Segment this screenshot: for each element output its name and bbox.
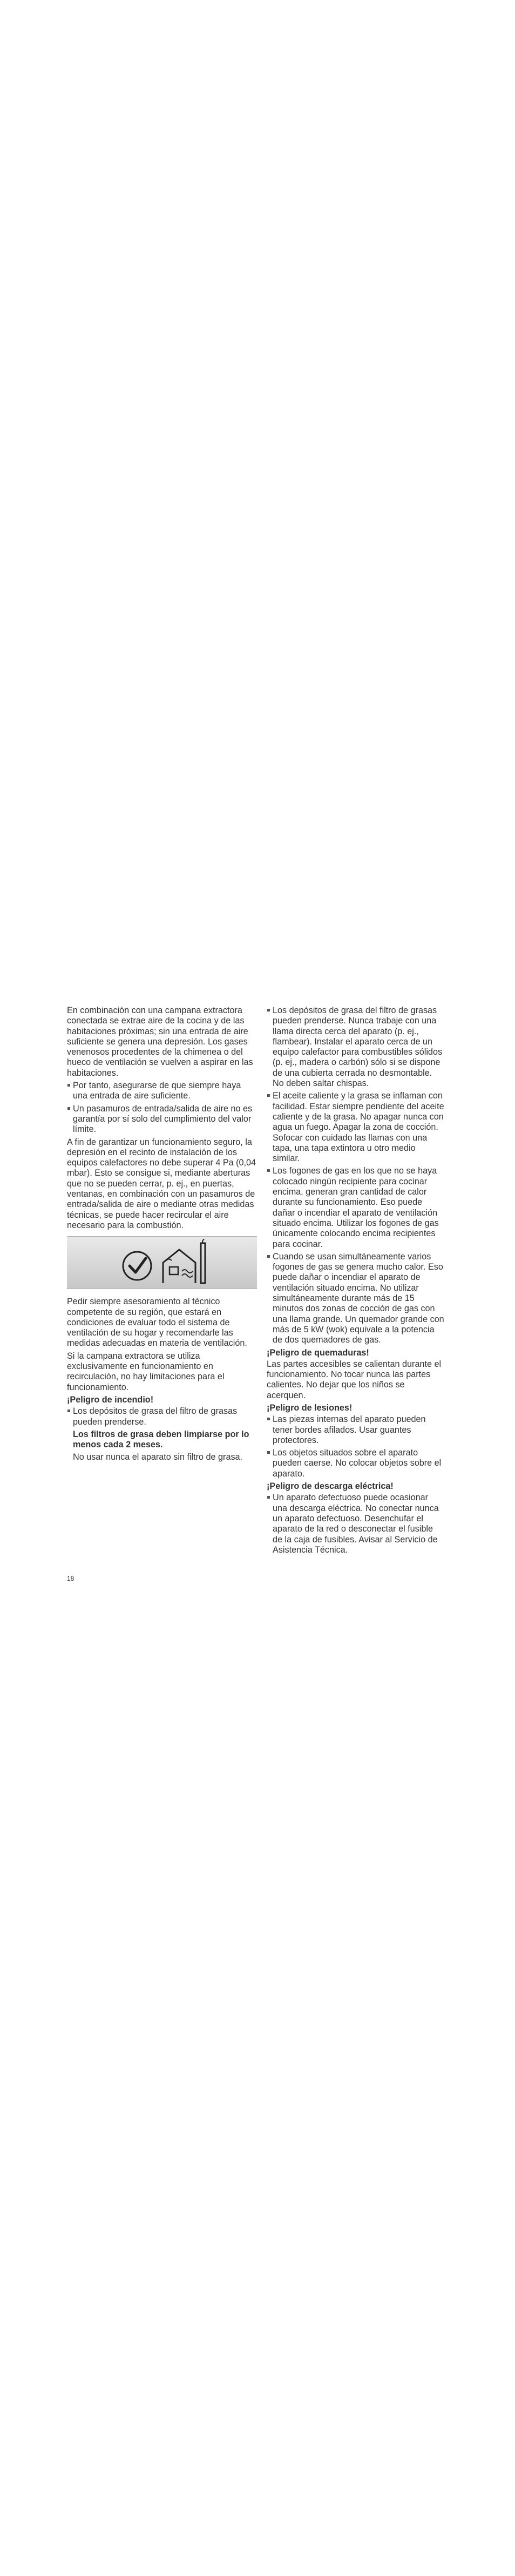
list-item: El aceite caliente y la grasa se inflaman con facilidad. Estar siempre pendiente del aceite caliente y de la grasa. No apagar nunca con agua un fuego. Apagar la zona de cocción. Sofocar con cuidado las llamas con una tapa, una tapa extintora u otro medio similar. [267,1091,445,1164]
paragraph: Las partes accesibles se calientan durante el funcionamiento. No tocar nunca las partes calientes. No dejar que los niños se acerquen. [267,1359,442,1400]
right-column [267,1006,445,1557]
paragraph: Pedir siempre asesoramiento al técnico competente de su región, que estará en condiciones de evaluar todo el sistema de ventilación de su hogar y recomendarle las medidas adecuadas en materia de ventilación. [67,1297,247,1348]
list-item: Cuando se usan simultáneamente varios fogones de gas se genera mucho calor. Eso puede dañar o incendiar el aparato de ventilación situado encima. No utilizar simultáneamente durante más de 15 minutos dos zonas de cocción de gas con una llama grande. Un quemador grande con más de 5 kW (wok) equivale a la potencia de dos quemadores de gas. [267,1252,445,1346]
house-chimney-ventilation-icon [163,1239,205,1283]
page-number: 18 [67,1575,74,1582]
list-item: Las piezas internas del aparato pueden tener bordes afilados. Usar guantes protectores. [267,1414,445,1446]
left-column [67,1006,257,1465]
intro-paragraph: En combinación con una campana extractora conectada se extrae aire de la cocina y de las habitaciones próximas; sin una entrada de aire suficiente se genera una depresión. Los gases venenosos procedentes de la chimenea o del hueco de ventilación se vuelven a aspirar en las habitaciones. [67,1006,253,1078]
burn-danger-heading: ¡Peligro de quemaduras! [267,1347,369,1358]
figure-graphic [110,1239,218,1286]
fire-danger-heading: ¡Peligro de incendio! [67,1394,154,1405]
paragraph: A fin de garantizar un funcionamiento seguro, la depresión en el recinto de instalación de los equipos calefactores no debe superar 4 Pa (0,04 mbar). Esto se consigue si, mediante aberturas que no se pueden cerrar, p. ej., en puertas, ventanas, en combinación con un pasamuros de entrada/salida de aire o mediante otras medidas técnicas, se puede hacer recircular el aire necesario para la combustión. [67,1137,256,1230]
list-item: Un pasamuros de entrada/salida de aire no es garantía por sí solo del cumplimiento del valor límite. [67,1104,257,1135]
list-item: Los objetos situados sobre el aparato pueden caerse. No colocar objetos sobre el aparato. [267,1448,445,1479]
electric-shock-heading: ¡Peligro de descarga eléctrica! [267,1481,394,1492]
list-item: Los depósitos de grasa del filtro de grasas pueden prenderse. [67,1406,257,1427]
paragraph: Si la campana extractora se utiliza exclusivamente en funcionamiento en recirculación, no hay limitaciones para el funcionamiento. [67,1351,225,1392]
list-item-continuation: No usar nunca el aparato sin filtro de grasa. [73,1452,243,1462]
list-item-emphasis: Los filtros de grasa deben limpiarse por lo menos cada 2 meses. [73,1429,249,1450]
injury-danger-heading: ¡Peligro de lesiones! [267,1402,353,1413]
list-item: Los depósitos de grasa del filtro de grasas pueden prenderse. Nunca trabaje con una llama directa cerca del aparato (p. ej., flambear). Instalar el aparato cerca de un equipo calefactor para combustibles sólidos (p. ej., madera o carbón) sólo si se dispone de una cubierta cerrada no desmontable. No deben saltar chispas. [267,1006,445,1089]
list-item: Los fogones de gas en los que no se haya colocado ningún recipiente para cocinar encima, generan gran cantidad de calor durante su funcionamiento. Eso puede dañar o incendiar el aparato de ventilación situado encima. Utilizar los fogones de gas únicamente colocando encima recipientes para cocinar. [267,1166,445,1249]
list-item: Un aparato defectuoso puede ocasionar una descarga eléctrica. No conectar nunca un aparato defectuoso. Desenchufar el aparato de la red o desconectar el fusible de la caja de fusibles. Avisar al Servicio de Asistencia Técnica. [267,1493,445,1555]
list-item: Por tanto, asegurarse de que siempre haya una entrada de aire suficiente. [67,1081,257,1102]
ventilation-figure [67,1236,257,1289]
checkmark-circle-icon [123,1252,151,1280]
